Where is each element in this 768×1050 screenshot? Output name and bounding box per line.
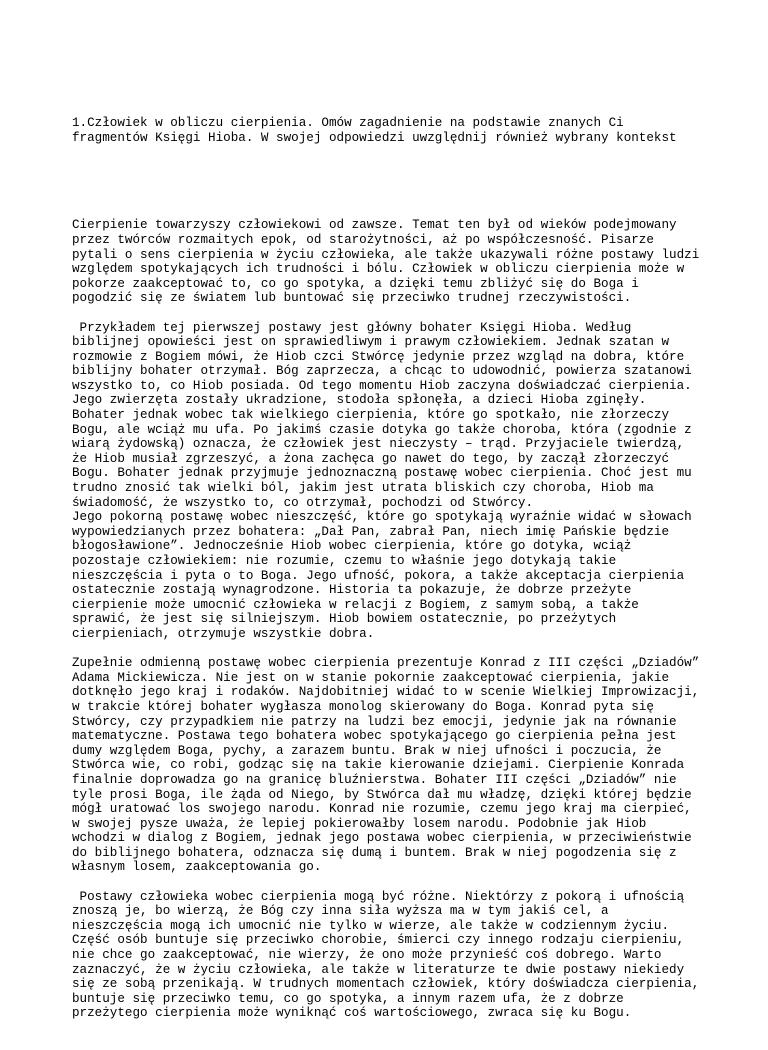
text-line: Cierpienie towarzyszy człowiekowi od zawsze. Temat ten był od wieków podejmowany: [72, 218, 677, 233]
question-line: fragmentów Księgi Hioba. W swojej odpowiedzi uwzględnij również wybrany kontekst: [72, 130, 677, 145]
text-line: Jego pokorną postawę wobec nieszczęść, które go spotykają wyraźnie widać w słowach: [72, 510, 692, 525]
essay-question: [72, 116, 762, 145]
text-line: wchodzi w dialog z Bogiem, jednak jego postawa wobec cierpienia, w przeciwieństwie: [72, 831, 692, 846]
text-line: wiarą żydowską) oznacza, że człowiek jest nieczysty – trąd. Przyjaciele twierdzą,: [72, 437, 685, 452]
text-line: rozmowie z Bogiem mówi, że Hiob czci Stwórcę jedynie przez wzgląd na dobra, które: [72, 349, 685, 364]
text-line: Bogu. Bohater jednak przyjmuje jednoznaczną postawę wobec cierpienia. Choć jest mu: [72, 466, 692, 481]
text-line: nie chce go zaakceptować, nie wierzy, że ono może przynieść coś dobrego. Warto: [72, 948, 662, 963]
text-line: przeżytego cierpienia może wyniknąć coś wartościowego, zwraca się ku Bogu.: [72, 1006, 632, 1021]
text-line: sprawić, że jest się silniejszym. Hiob bowiem ostatecznie, po przeżytych: [72, 612, 617, 627]
text-line: biblijnej opowieści jest on sprawiedliwym i prawym człowiekiem. Jednak szatan w: [72, 335, 670, 350]
text-line: zaznaczyć, że w życiu człowieka, ale także w literaturze te dwie postawy niekiedy: [72, 962, 685, 977]
text-line: nieszczęścia i pyta o to Boga. Jego ufność, pokora, a także akceptacja cierpienia: [72, 568, 685, 583]
text-line: Jego zwierzęta zostały ukradzione, stodoła spłonęła, a dzieci Hioba zginęły.: [72, 393, 647, 408]
paragraph: [72, 321, 762, 642]
text-line: matematyczne. Postawa tego bohatera wobec spotykającego go cierpienia pełna jest: [72, 729, 677, 744]
text-line: własnym losem, zaakceptowania go.: [72, 860, 322, 875]
text-line: biblijny bohater otrzymał. Bóg zaprzecza, a chcąc to udowodnić, powierza szatanowi: [72, 364, 692, 379]
text-line: pogodzić się ze światem lub buntować się przeciwko trudnej rzeczywistości.: [72, 291, 632, 306]
text-line: znoszą je, bo wierzą, że Bóg czy inna siła wyższa ma w tym jakiś cel, a: [72, 904, 609, 919]
text-line: finalnie doprowadza go na granicę bluźnierstwa. Bohater III części „Dziadów” nie: [72, 772, 677, 787]
text-line: Postawy człowieka wobec cierpienia mogą być różne. Niektórzy z pokorą i ufnością: [72, 889, 685, 904]
text-line: do biblijnego bohatera, odznacza się dumą i buntem. Brak w niej pogodzenia się z: [72, 845, 677, 860]
text-line: Bogu, ale wciąż mu ufa. Po jakimś czasie dotyka go także choroba, która (zgodnie z: [72, 422, 692, 437]
text-line: Zupełnie odmienną postawę wobec cierpienia prezentuje Konrad z III części „Dziadów”: [72, 656, 700, 671]
text-line: ostatecznie zostają wynagrodzone. Historia ta pokazuje, że dobrze przeżyte: [72, 583, 632, 598]
text-line: dumy względem Boga, pychy, a zarazem buntu. Brak w niej ufności i poczucia, że: [72, 743, 662, 758]
text-line: nieszczęścia mogą ich umocnić nie tylko w wierze, ale także w codziennym życiu.: [72, 918, 670, 933]
text-line: Stwórca wie, co robi, godząc się na takie kierowanie dziejami. Cierpienie Konrada: [72, 758, 685, 773]
text-line: Część osób buntuje się przeciwko chorobie, śmierci czy innego rodzaju cierpieniu,: [72, 933, 685, 948]
text-line: że Hiob musiał zgrzeszyć, a żona zachęca go nawet do tego, by zaczął złorzeczyć: [72, 451, 670, 466]
text-line: wypowiedzianych przez bohatera: „Dał Pan, zabrał Pan, niech imię Pańskie będzie: [72, 524, 670, 539]
text-line: w swojej pysze uważa, że lepiej pokierowałby losem narodu. Podobnie jak Hiob: [72, 816, 647, 831]
text-line: się ze sobą przenikają. W trudnych momentach człowiek, który doświadcza cierpienia,: [72, 977, 700, 992]
text-line: przez twórców rozmaitych epok, od starożytności, aż po współczesność. Pisarze: [72, 232, 654, 247]
text-line: cierpieniach, otrzymuje wszystkie dobra.: [72, 626, 375, 641]
text-line: trudno znosić tak wielki ból, jakim jest utrata bliskich czy choroba, Hiob ma: [72, 481, 654, 496]
text-line: wszystko to, co Hiob posiada. Od tego momentu Hiob zaczyna doświadczać cierpienia.: [72, 378, 692, 393]
text-line: pokorze zaakceptować to, co go spotyka, a dzięki temu zbliżyć się do Boga i: [72, 276, 639, 291]
question-line: 1.Człowiek w obliczu cierpienia. Omów zagadnienie na podstawie znanych Ci: [72, 116, 624, 131]
text-line: cierpienie może umocnić człowieka w relacji z Bogiem, z samym sobą, a także: [72, 597, 639, 612]
paragraph-spacer: [72, 642, 762, 657]
text-line: świadomość, że wszystko to, co otrzymał, pochodzi od Stwórcy.: [72, 495, 534, 510]
text-line: dotknęło jego kraj i rodaków. Najdobitniej widać to w scenie Wielkiej Improwizacji,: [72, 685, 700, 700]
text-line: pozostaje człowiekiem: nie rozumie, czemu to właśnie jego dotykają takie: [72, 554, 617, 568]
text-line: Przykładem tej pierwszej postawy jest główny bohater Księgi Hioba. Według: [72, 320, 632, 335]
text-line: Stwórcy, czy przypadkiem nie patrzy na ludzi bez emocji, jedynie jak na równanie: [72, 714, 677, 729]
text-line: pytali o sens cierpienia w życiu człowieka, ale także ukazywali różne postawy ludzi: [72, 247, 700, 262]
text-line: buntuje się przeciwko temu, co go spotyka, a innym razem ufa, że z dobrze: [72, 991, 624, 1006]
essay-paragraphs: [72, 218, 762, 1021]
paragraph-spacer: [72, 875, 762, 890]
paragraph: [72, 218, 762, 306]
text-line: w trakcie której bohater wygłasza monolog skierowany do Boga. Konrad pyta się: [72, 699, 654, 714]
paragraph: [72, 890, 762, 1021]
paragraph-spacer: [72, 175, 762, 190]
text-line: względem spotykających ich trudności i bólu. Człowiek w obliczu cierpienia może w: [72, 262, 685, 277]
paragraph: [72, 656, 762, 875]
text-line: Adama Mickiewicza. Nie jest on w stanie pokornie zaakceptować cierpienia, jakie: [72, 670, 670, 685]
text-line: Bohater jednak wobec tak wielkiego cierpienia, które go spotkało, nie złorzeczy: [72, 408, 670, 423]
document-body: [72, 87, 762, 1050]
text-line: tyle prosi Boga, ile żąda od Niego, by Stwórca dał mu władzę, dzięki której będzie: [72, 787, 692, 802]
paragraph-spacer: [72, 306, 762, 321]
text-line: mógł uratować los swojego narodu. Konrad nie rozumie, czemu jego kraj ma cierpieć,: [72, 802, 692, 817]
text-line: błogosławione”. Jednocześnie Hiob wobec cierpienia, które go dotyka, wciąż: [72, 539, 632, 554]
